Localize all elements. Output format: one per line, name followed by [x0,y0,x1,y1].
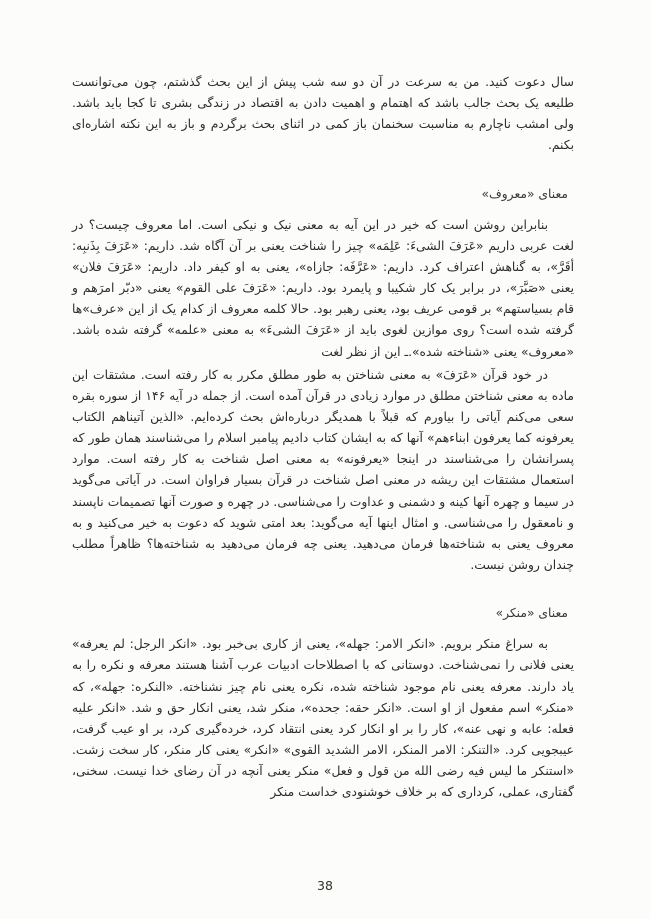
section-heading-monkar: معنای «منکر» [495,606,568,621]
monkar-paragraph-1: به سراغ منکر برویم. «انکر الامر: جهله»، یعنی از کاری بی‌خبر بود. «انکر الرجل: لم یعرفه» یعنی فلانی را نمی‌شناخت. دوستانی که با اصطلاحات ادبیات عرب آشنا هستند معرفه و نکره را به یاد دارند. معرفه یعنی نام موجود شناخته شده، نکره یعنی نام چیز نشناخته. «النکره: جهله»، که «منکر» اسم مفعول از او است. «انکر حقه: جحده»، منکر شد، یعنی انکار حق و شد. «انکر علیه فعله: عابه و نهی عنه»، کار را بر او انکار کرد یعنی انتقاد کرد، خرده‌گیری کرد، بر او عیب گرفت، عیبجویی کرد. «التنکر: الامر المنکر، الامر الشدید القوی» «انکر» یعنی کار منکر، کار سخت زشت. «استنکر ما لیس فیه رضی الله من قول و فعل» منکر یعنی آنچه در آن رضای خدا نیست. سخنی، گفتاری، عملی، کرداری که بر خلاف خوشنودی خداست منکر [72,637,574,800]
intro-paragraph: سال دعوت کنید. من به سرعت در آن دو سه شب پیش از این بحث گذشتم، چون می‌توانست طلیعه یک بحث جالب باشد که اهتمام و اهمیت دادن به اقتصاد در زندگی بشری تا کجا باید باشد. ولی امشب ناچارم به مناسبت سخنمان باز کمی در اثنای بحث برگردم و باز به این نکته اشاره‌ای بکنم. [72,75,574,153]
maroof-paragraph-2: در خود قرآن «عَرَفَ» به معنی شناختن به طور مطلق مکرر به کار رفته است. مشتقات این ماده به معنی شناختن مطلق در موارد زیادی در قرآن آمده است. از جمله در آیه ۱۴۶ از سوره بقره سعی می‌کنم آیاتی را بیاورم که قبلاً با همدیگر درباره‌اش بحث کرده‌ایم. «الذین آتیناهم الکتاب یعرفونه کما یعرفون ابناءهم» آنها که به ایشان کتاب دادیم پیامبر اسلام را می‌شناسند همان طور که پسرانشان را می‌شناسند در اینجا «یعرفونه» به معنی اصل شناخت به کار رفته است. موارد استعمال مشتقات این ریشه در معنی اصل شناخت در قرآن بسیار فراوان است. در آیاتی می‌گوید در سیما و چهره آنها کینه و دشمنی و عداوت را می‌شناسی. در چهره و صورت آنها تصمیمات ناپسند و نامعقول را می‌شناسی. و امثال اینها آیه می‌گوید: بعد امتی شوید که دعوت به خیر می‌کنید و به معروف یعنی به شناخته‌ها فرمان می‌دهید. یعنی چه فرمان می‌دهید به شناخته‌ها؟ ظاهراً مطلب چندان روشن نیست. [72,367,574,572]
section-heading-maroof: معنای «معروف» [481,186,568,201]
text-block [72,72,574,803]
page-number: 38 [317,878,333,893]
maroof-paragraph-1: بنابراین روشن است که خیر در این آیه به معنی نیک و نیکی است. اما معروف چیست؟ در لغت عربی داریم «عَرَفَ الشیءَ: عَلِمَه» چیز را شناخت یعنی بر آن آگاه شد. داریم: «عَرَفَ بِذَنبِه: أقَرَّ»، به گناهش اعتراف کرد. داریم: «عَرَّفَه: جازاه»، یعنی به او کیفر داد. داریم: «عَرَفَ فلان» یعنی «صَبَّرَ»، در برابر یک کار شکیبا و پایمرد بود. داریم: «عَرَفَ علی القوم» یعنی «دبّر امرَهم و قام بسیاستهم» بر قومی عریف بود، یعنی رهبر بود. حالا کلمه معروف از کدام یک از این «عرف»ها گرفته شده است؟ روی موازین لغوی باید از «عَرَفَ الشیءَ» به معنی «علمه» گرفته شده باشد. «معروف» یعنی «شناخته شده».ـ این از نظر لغت [72,217,574,359]
